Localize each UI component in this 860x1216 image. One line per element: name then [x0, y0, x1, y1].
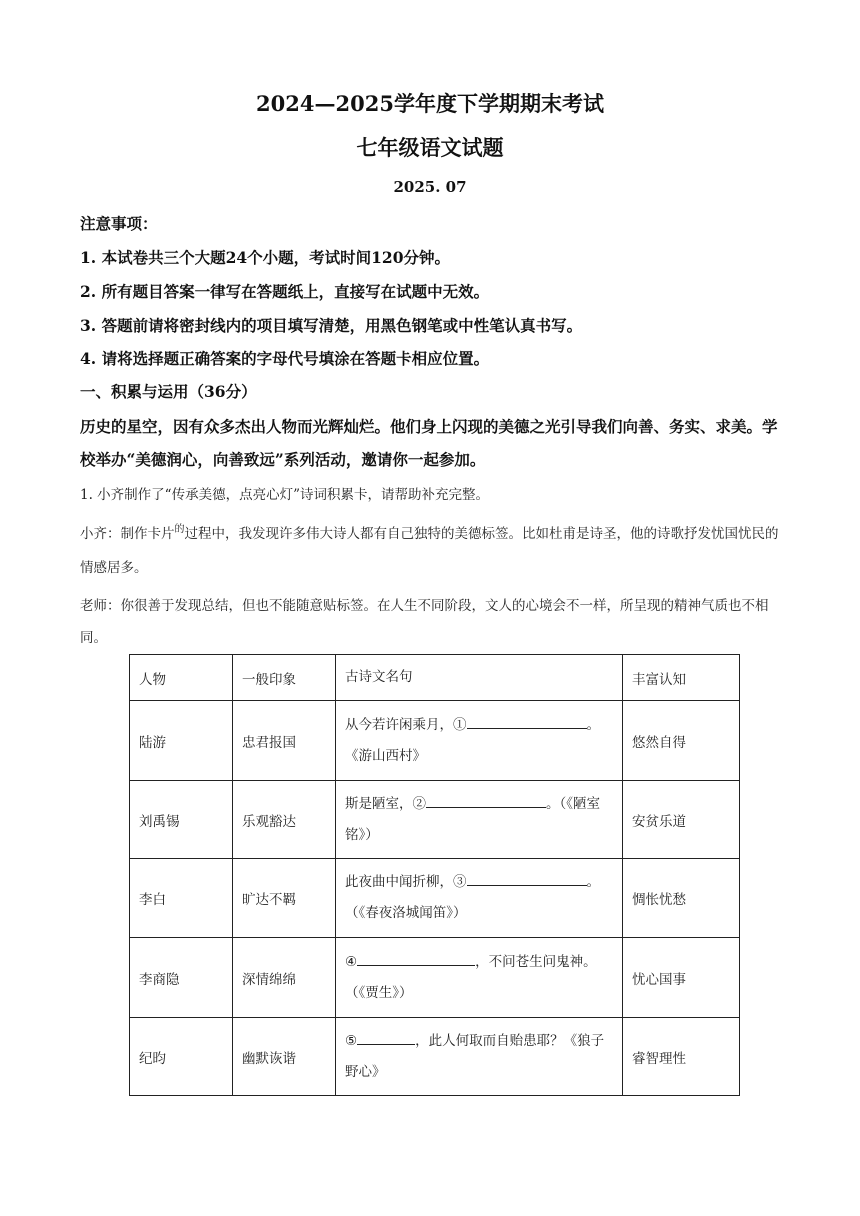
quote-text: 。（《春夜洛城闻笛》）: [345, 874, 600, 921]
exam-title: 2024—2025学年度下学期期末考试: [256, 91, 604, 116]
header-impression: 一般印象: [233, 655, 336, 701]
note-item: 2. 所有题目答案一律写在答题纸上，直接写在试题中无效。: [80, 282, 490, 301]
cell-impression: 旷达不羁: [233, 859, 336, 938]
quote-text: ，此人何取而自贻患耶？《狼子野心》: [345, 1032, 605, 1080]
section-intro: 历史的星空，因有众多杰出人物而光辉灿烂。他们身上闪现的美德之光引导我们向善、务实、求美。学校举办“美德润心，向善致远”系列活动，邀请你一起参加。: [80, 417, 778, 469]
header-cognition: 丰富认知: [623, 655, 740, 701]
answer-blank[interactable]: [426, 793, 546, 808]
quote-text: ④: [345, 953, 358, 970]
cell-person: 李商隐: [130, 938, 233, 1018]
cell-person: 纪昀: [130, 1018, 233, 1096]
cell-person: 刘禹锡: [130, 781, 233, 859]
cell-quote: [336, 938, 623, 1018]
table-row: [130, 1018, 740, 1096]
quote-text: ⑤: [345, 1032, 358, 1049]
quote-text: 从今若许闲乘月，①: [345, 716, 467, 733]
notes-heading: 注意事项：: [80, 214, 158, 233]
table-row: [130, 781, 740, 859]
quote-text: 。《游山西村》: [345, 716, 600, 764]
cell-quote: [336, 781, 623, 859]
cell-cognition: 安贫乐道: [623, 781, 740, 859]
cell-impression: 忠君报国: [233, 701, 336, 781]
table-row: [130, 938, 740, 1018]
answer-blank[interactable]: [467, 714, 587, 729]
answer-blank[interactable]: [357, 1030, 415, 1045]
exam-subtitle: 七年级语文试题: [356, 135, 504, 160]
cell-person: 李白: [130, 859, 233, 938]
cell-quote: [336, 701, 623, 781]
header-person: 人物: [130, 655, 233, 701]
cell-cognition: 悠然自得: [623, 701, 740, 781]
cell-impression: 深情绵绵: [233, 938, 336, 1018]
question-1: 1. 小齐制作了“传承美德，点亮心灯”诗词积累卡，请帮助补充完整。: [80, 487, 489, 503]
answer-blank[interactable]: [357, 951, 475, 966]
note-item: 1. 本试卷共三个大题24个小题，考试时间120分钟。: [80, 248, 451, 267]
quote-text: 斯是陋室，②: [345, 795, 426, 812]
note-item: 4. 请将选择题正确答案的字母代号填涂在答题卡相应位置。: [80, 349, 490, 368]
cell-impression: 乐观豁达: [233, 781, 336, 859]
exam-date: 2025. 07: [393, 178, 467, 196]
answer-blank[interactable]: [467, 871, 587, 886]
poetry-card-table: [129, 654, 740, 1096]
cell-cognition: 睿智理性: [623, 1018, 740, 1096]
cell-cognition: 忧心国事: [623, 938, 740, 1018]
header-quote: 古诗文名句: [336, 655, 623, 701]
teacher-dialogue: 老师：你很善于发现总结，但也不能随意贴标签。在人生不同阶段，文人的心境会不一样，所呈现的精神气质也不相同。: [80, 598, 769, 646]
section-heading: 一、积累与运用（36分）: [80, 382, 257, 401]
cell-person: 陆游: [130, 701, 233, 781]
cell-quote: [336, 859, 623, 938]
quote-text: 。（《陋室铭》）: [345, 795, 600, 843]
table-row: [130, 701, 740, 781]
cell-cognition: 惆怅忧愁: [623, 859, 740, 938]
xiaoqi-dialogue: [80, 518, 785, 584]
note-item: 3. 答题前请将密封线内的项目填写清楚，用黑色钢笔或中性笔认真书写。: [80, 316, 583, 335]
table-header-row: [130, 655, 740, 701]
cell-impression: 幽默诙谐: [233, 1018, 336, 1096]
xiaoqi-text-post: 过程中，我发现许多伟大诗人都有自己独特的美德标签。比如杜甫是诗圣，他的诗歌抒发忧国忧民的情感居多。: [80, 526, 779, 576]
cell-quote: [336, 1018, 623, 1096]
quote-text: 此夜曲中闻折柳，③: [345, 874, 467, 890]
xiaoqi-text-pre: 小齐：制作卡片: [80, 526, 175, 542]
quote-text: ，不问苍生问鬼神。（《贾生》）: [345, 953, 597, 1001]
xiaoqi-superscript: 的: [174, 524, 185, 535]
table-row: [130, 859, 740, 938]
